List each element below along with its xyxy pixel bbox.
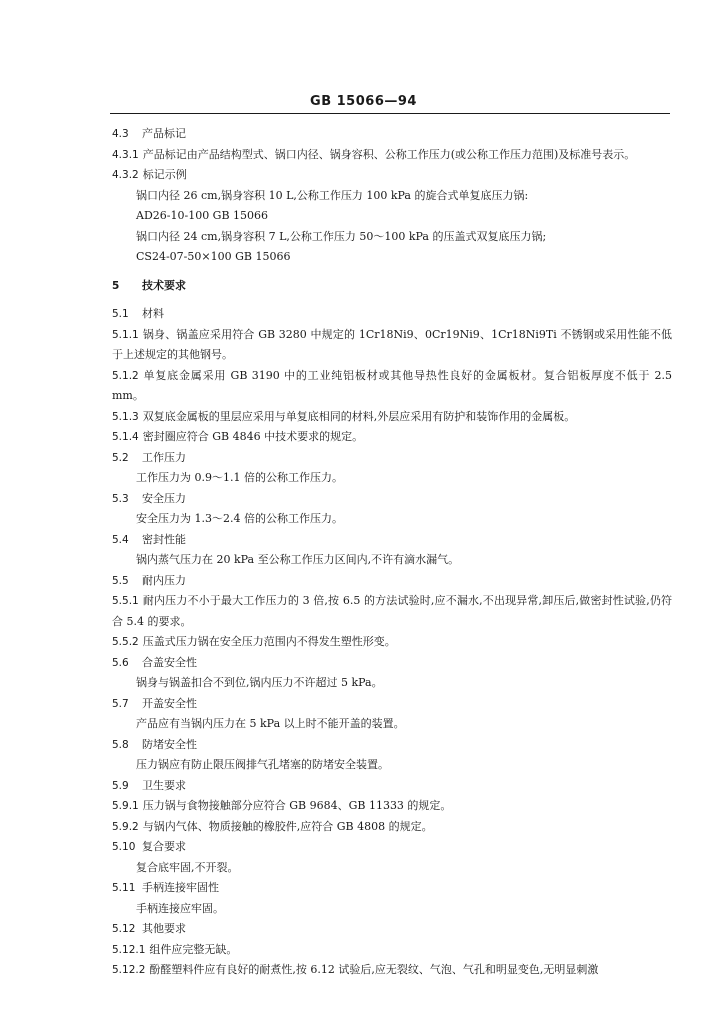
clause-body: 安全压力 — [142, 491, 186, 505]
clause-5-9-2 — [112, 817, 672, 838]
clause-text — [112, 858, 672, 879]
clause-5-10 — [112, 837, 672, 858]
clause-body: 卫生要求 — [142, 778, 186, 792]
clause-number: 5.4 — [112, 533, 129, 546]
clause-body: 开盖安全性 — [142, 696, 197, 710]
clause-body: 锅身、锅盖应采用符合 GB 3280 中规定的 1Cr18Ni9、0Cr19Ni9、1Cr18Ni9Ti 不锈钢或采用性能不低于上述规定的其他钢号。 — [112, 327, 672, 361]
clause-body: AD26-10-100 GB 15066 — [136, 209, 269, 222]
clause-text — [112, 673, 672, 694]
clause-body: 锅口内径 26 cm,锅身容积 10 L,公称工作压力 100 kPa 的旋合式单复底压力锅: — [136, 188, 529, 202]
clause-body: 防堵安全性 — [142, 737, 197, 751]
clause-body: 手柄连接应牢固。 — [136, 901, 224, 915]
clause-number: 4.3 — [112, 128, 129, 140]
clause-number: 5.5 — [112, 574, 129, 587]
clause-body: 手柄连接牢固性 — [142, 881, 219, 894]
clause-body: 锅内蒸气压力在 20 kPa 至公称工作压力区间内,不许有滴水漏气。 — [136, 553, 460, 566]
clause-body: 单复底金属采用 GB 3190 中的工业纯铝板材或其他导热性良好的金属板材。复合铝板厚度不低于 2.5 mm。 — [112, 368, 672, 402]
document-body — [112, 124, 672, 981]
clause-text — [112, 247, 672, 268]
clause-5 — [112, 276, 672, 297]
clause-text — [112, 468, 672, 489]
clause-number: 5 — [112, 279, 120, 292]
clause-text — [112, 550, 672, 571]
clause-5-9-1 — [112, 796, 672, 817]
clause-5-1-2 — [112, 366, 672, 407]
clause-number: 5.1.3 — [112, 410, 139, 423]
clause-number: 5.12.1 — [112, 943, 146, 956]
page-header: GB 15066—94 — [310, 94, 417, 109]
clause-number: 5.3 — [112, 492, 129, 505]
clause-5-1-4 — [112, 427, 672, 448]
clause-body: 其他要求 — [142, 922, 186, 935]
clause-5-5-1 — [112, 591, 672, 632]
clause-number: 5.2 — [112, 451, 129, 464]
clause-body: 复合要求 — [142, 840, 186, 853]
clause-number: 5.6 — [112, 656, 129, 669]
clause-5-5 — [112, 571, 672, 592]
clause-5-12 — [112, 919, 672, 940]
clause-5-6 — [112, 653, 672, 674]
clause-number: 5.11 — [112, 882, 136, 894]
clause-body: 组件应完整无缺。 — [149, 942, 238, 956]
clause-body: 工作压力为 0.9～1.1 倍的公称工作压力。 — [136, 471, 343, 484]
clause-5-1-1 — [112, 325, 672, 366]
clause-5-5-2 — [112, 632, 672, 653]
section-gap — [112, 296, 672, 304]
clause-body: 材料 — [142, 307, 164, 320]
clause-number: 5.9.1 — [112, 800, 139, 812]
clause-5-1 — [112, 304, 672, 325]
clause-body: 技术要求 — [142, 278, 186, 292]
clause-body: 压力锅与食物接触部分应符合 GB 9684、GB 11333 的规定。 — [142, 799, 452, 812]
clause-number: 4.3.1 — [112, 148, 139, 161]
clause-4-3 — [112, 124, 672, 145]
clause-body: 锅口内径 24 cm,锅身容积 7 L,公称工作压力 50～100 kPa 的压盖式双复底压力锅; — [136, 229, 547, 243]
clause-text — [112, 509, 672, 530]
clause-number: 5.12.2 — [112, 964, 146, 976]
clause-body: 耐内压力 — [142, 573, 186, 587]
clause-body: 标记示例 — [142, 168, 187, 181]
clause-body: 与锅内气体、物质接触的橡胶件,应符合 GB 4808 的规定。 — [142, 819, 433, 833]
clause-body: 耐内压力不小于最大工作压力的 3 倍,按 6.5 的方法试验时,应不漏水,不出现异常,卸压后,做密封性试验,仍符合 5.4 的要求。 — [112, 594, 672, 628]
clause-body: 工作压力 — [142, 450, 186, 464]
clause-number: 5.10 — [112, 841, 136, 853]
clause-body: 压力锅应有防止限压阀排气孔堵塞的防堵安全装置。 — [136, 758, 389, 771]
clause-text — [112, 899, 672, 920]
clause-body: 密封性能 — [142, 532, 186, 546]
clause-number: 5.5.2 — [112, 636, 139, 648]
clause-body: CS24-07-50×100 GB 15066 — [136, 250, 291, 263]
clause-5-7 — [112, 694, 672, 715]
clause-5-3 — [112, 489, 672, 510]
section-gap — [112, 268, 672, 276]
clause-number: 5.1.1 — [112, 328, 139, 341]
clause-5-9 — [112, 776, 672, 797]
clause-body: 压盖式压力锅在安全压力范围内不得发生塑性形变。 — [142, 635, 396, 648]
clause-4-3-2 — [112, 165, 672, 186]
clause-5-1-3 — [112, 407, 672, 428]
clause-body: 产品标记 — [142, 127, 186, 140]
clause-number: 5.9.2 — [112, 820, 139, 833]
clause-4-3-1 — [112, 145, 672, 166]
clause-text — [112, 714, 672, 735]
clause-body: 双复底金属板的里层应采用与单复底相同的材料,外层应采用有防护和装饰作用的金属板。 — [142, 409, 576, 423]
clause-5-2 — [112, 448, 672, 469]
clause-body: 复合底牢固,不开裂。 — [136, 860, 239, 874]
clause-number: 5.7 — [112, 697, 129, 710]
clause-number: 5.1.4 — [112, 431, 139, 443]
clause-number: 5.9 — [112, 779, 129, 792]
clause-text — [112, 227, 672, 248]
clause-5-11 — [112, 878, 672, 899]
header-rule — [110, 113, 670, 114]
clause-5-8 — [112, 735, 672, 756]
clause-body: 密封圈应符合 GB 4846 中技术要求的规定。 — [142, 430, 364, 443]
clause-body: 酚醛塑料件应有良好的耐煮性,按 6.12 试验后,应无裂纹、气泡、气孔和明显变色,无明显刺激 — [149, 963, 599, 976]
clause-body: 合盖安全性 — [142, 655, 197, 669]
clause-5-4 — [112, 530, 672, 551]
clause-body: 产品标记由产品结构型式、锅口内径、锅身容积、公称工作压力(或公称工作压力范围)及标准号表示。 — [142, 147, 636, 161]
clause-number: 5.5.1 — [112, 595, 139, 607]
clause-body: 锅身与锅盖扣合不到位,锅内压力不许超过 5 kPa。 — [136, 676, 383, 689]
clause-body: 安全压力为 1.3～2.4 倍的公称工作压力。 — [136, 512, 343, 525]
clause-5-12-1 — [112, 940, 672, 961]
clause-number: 5.8 — [112, 738, 129, 751]
clause-number: 5.12 — [112, 923, 136, 935]
clause-number: 5.1.2 — [112, 369, 139, 382]
clause-5-12-2 — [112, 960, 672, 981]
clause-text — [112, 206, 672, 227]
clause-text — [112, 755, 672, 776]
clause-text — [112, 186, 672, 207]
clause-number: 5.1 — [112, 308, 129, 320]
clause-number: 4.3.2 — [112, 169, 139, 181]
clause-body: 产品应有当锅内压力在 5 kPa 以上时不能开盖的装置。 — [136, 717, 405, 730]
